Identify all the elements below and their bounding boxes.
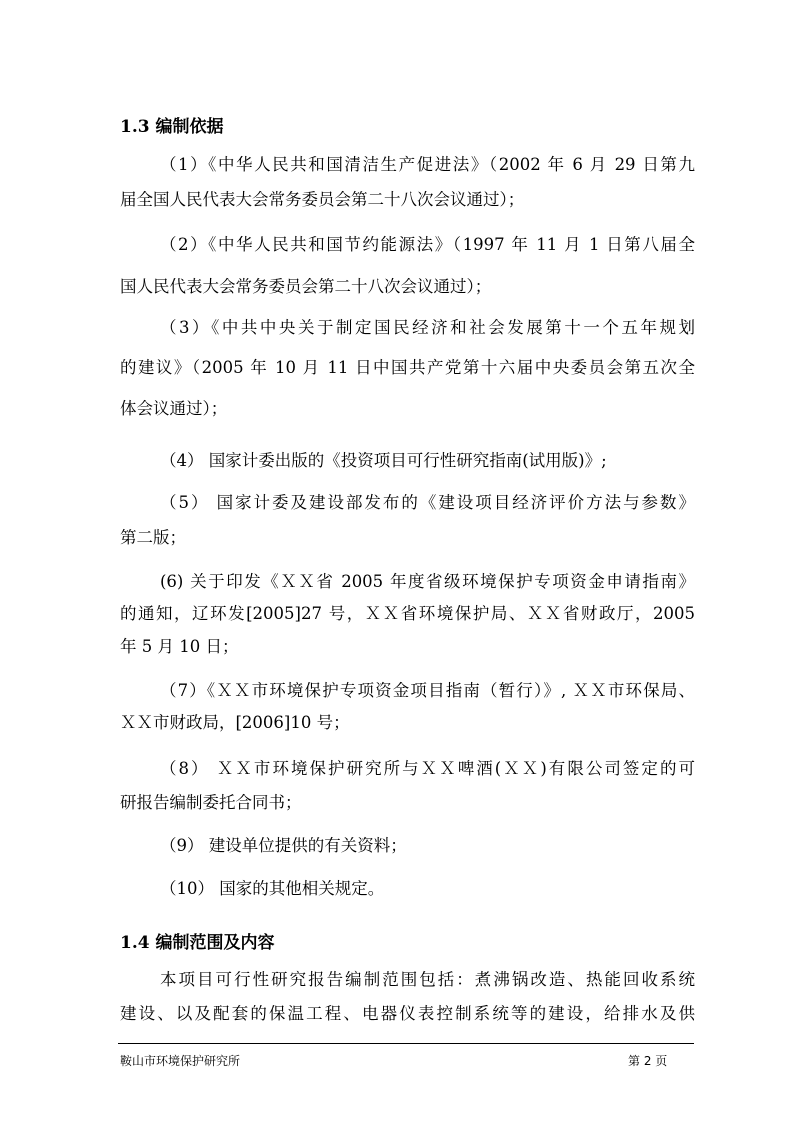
scope-paragraph-line-2: 建设、以及配套的保温工程、电器仪表控制系统等的建设，给排水及供	[120, 1004, 695, 1023]
section-heading-1-4: 1.4 编制范围及内容	[120, 933, 275, 953]
list-item-10-line-1: （10） 国家的其他相关规定。	[160, 879, 385, 898]
list-item-5-line-1: （5） 国家计委及建设部发布的《建设项目经济评价方法与参数》	[160, 493, 695, 512]
list-item-9-line-1: （9） 建设单位提供的有关资料；	[160, 836, 407, 855]
list-item-1-line-1: （1）《中华人民共和国清洁生产促进法》（2002 年 6 月 29 日第九	[160, 155, 695, 174]
list-item-7-line-2: ＸＸ市财政局，[2006]10 号；	[120, 713, 350, 732]
list-item-4-line-1: （4） 国家计委出版的《投资项目可行性研究指南(试用版)》;	[160, 451, 607, 470]
section-heading-1-3: 1.3 编制依据	[120, 117, 224, 137]
list-item-3-line-1: （3）《中共中央关于制定国民经济和社会发展第十一个五年规划	[160, 318, 695, 337]
footer-organization: 鞍山市环境保护研究所	[120, 1054, 241, 1068]
list-item-6-line-2: 的通知，辽环发[2005]27 号，ＸＸ省环境保护局、ＸＸ省财政厅，2005	[120, 604, 695, 623]
footer-page-number: 第 2 页	[628, 1054, 668, 1068]
footer-divider	[118, 1043, 694, 1044]
list-item-8-line-1: （8） ＸＸ市环境保护研究所与ＸＸ啤酒(ＸＸ)有限公司签定的可	[160, 759, 695, 778]
list-item-7-line-1: （7）《ＸＸ市环境保护专项资金项目指南（暂行）》, ＸＸ市环保局、	[160, 681, 695, 700]
list-item-2-line-2: 国人民代表大会常务委员会第二十八次会议通过）；	[120, 277, 492, 296]
list-item-5-line-2: 第二版；	[120, 528, 186, 547]
list-item-3-line-3: 体会议通过）；	[120, 399, 228, 418]
list-item-3-line-2: 的建议》（2005 年 10 月 11 日中国共产党第十六届中央委员会第五次全	[120, 358, 695, 377]
list-item-2-line-1: （2）《中华人民共和国节约能源法》（1997 年 11 月 1 日第八届全	[160, 235, 695, 254]
list-item-8-line-2: 研报告编制委托合同书；	[120, 793, 302, 812]
list-item-1-line-2: 届全国人民代表大会常务委员会第二十八次会议通过）；	[120, 190, 525, 209]
list-item-6-line-1: (6) 关于印发《ＸＸ省 2005 年度省级环境保护专项资金申请指南》	[160, 572, 695, 591]
scope-paragraph-line-1: 本项目可行性研究报告编制范围包括：煮沸锅改造、热能回收系统	[160, 970, 695, 989]
list-item-6-line-3: 年 5 月 10 日；	[120, 637, 239, 656]
